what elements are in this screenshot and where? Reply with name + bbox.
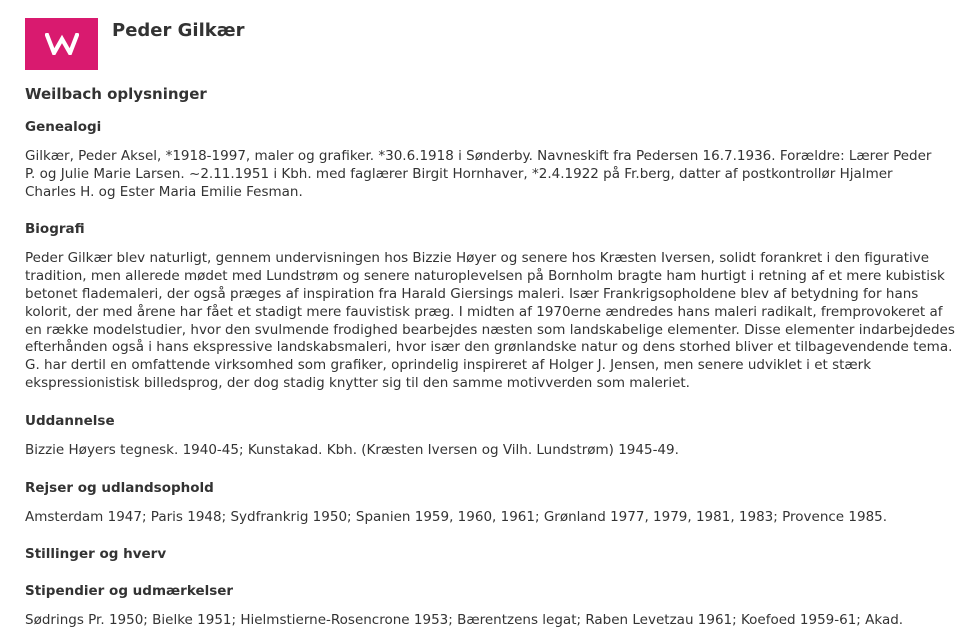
biografi-text	[25, 250, 955, 392]
genealogi-line: Charles H. og Ester Maria Emilie Fesman.	[25, 183, 303, 200]
biografi-line: tradition, men allerede mødet med Lundstrøm og senere naturoplevelsen på Bornholm bragte ham hurtigt i retning af et mere kubistisk	[25, 268, 945, 285]
artist-name: Peder Gilkær	[112, 20, 245, 41]
biografi-line: G. har dertil en omfattende virksomhed som grafiker, oprindelig inspireret af Holger J. Jensen, men senere udviklet i et stærk	[25, 357, 872, 374]
section-heading-genealogi: Genealogi	[25, 119, 102, 135]
weilbach-w-icon	[45, 33, 79, 55]
page-heading: Weilbach oplysninger	[25, 85, 207, 103]
genealogi-line: P. og Julie Marie Larsen. ~2.11.1951 i Kbh. med faglærer Birgit Hornhaver, *2.4.1922 på Fr.berg, datter af postkontrollør Hjalmer	[25, 165, 893, 182]
genealogi-text	[25, 148, 930, 201]
biografi-line: betonet flademaleri, der også præges af inspiration fra Harald Giersings maleri. Især Frankrigsopholdene blev af betydning for hans	[25, 285, 919, 302]
section-heading-stillinger: Stillinger og hverv	[25, 546, 167, 563]
biografi-line: efterhånden også i hans ekspressive landskabsmaleri, hvor især den grønlandske natur og dens storhed bliver et tilbagevendende tema.	[25, 339, 953, 356]
section-heading-rejser: Rejser og udlandsophold	[25, 479, 214, 496]
biografi-line: Peder Gilkær blev naturligt, gennem undervisningen hos Bizzie Høyer og senere hos Kræsten Iversen, solidt forankret i den figurative	[25, 250, 930, 267]
uddannelse-text	[25, 442, 930, 460]
genealogi-line: Gilkær, Peder Aksel, *1918-1997, maler og grafiker. *30.6.1918 i Sønderby. Navneskift fra Pedersen 16.7.1936. Forældre: Lærer Peder	[25, 148, 932, 164]
weilbach-logo	[25, 18, 98, 70]
section-heading-stipendier: Stipendier og udmærkelser	[25, 583, 234, 600]
biografi-line: en række modelstudier, hvor den svulmende frodighed bearbejdes næsten som landskabelige elementer. Disse elementer indarbejdedes	[25, 321, 955, 338]
section-heading-biografi: Biografi	[25, 221, 85, 238]
stipendier-line: Sødrings Pr. 1950; Bielke 1951; Hielmstierne-Rosencrone 1953; Bærentzens legat; Raben Levetzau 1961; Koefoed 1959-61; Akad.	[25, 612, 904, 629]
section-heading-uddannelse: Uddannelse	[25, 412, 115, 429]
uddannelse-line: Bizzie Høyers tegnesk. 1940-45; Kunstakad. Kbh. (Kræsten Iversen og Vilh. Lundstrøm) 1945-49.	[25, 441, 679, 458]
biografi-line: ekspressionistisk billedsprog, der dog stadig knytter sig til den samme motivverden som maleriet.	[25, 374, 690, 391]
stipendier-text	[25, 612, 930, 630]
rejser-line: Amsterdam 1947; Paris 1948; Sydfrankrig 1950; Spanien 1959, 1960, 1961; Grønland 1977, 1979, 1981, 1983; Provence 1985.	[25, 508, 888, 525]
article-content	[25, 84, 955, 630]
biografi-line: kolorit, der med årene har fået et stadigt mere fauvistisk præg. I midten af 1970erne ændredes hans maleri radikalt, fremprovokeret af	[25, 303, 943, 320]
rejser-text	[25, 509, 930, 527]
